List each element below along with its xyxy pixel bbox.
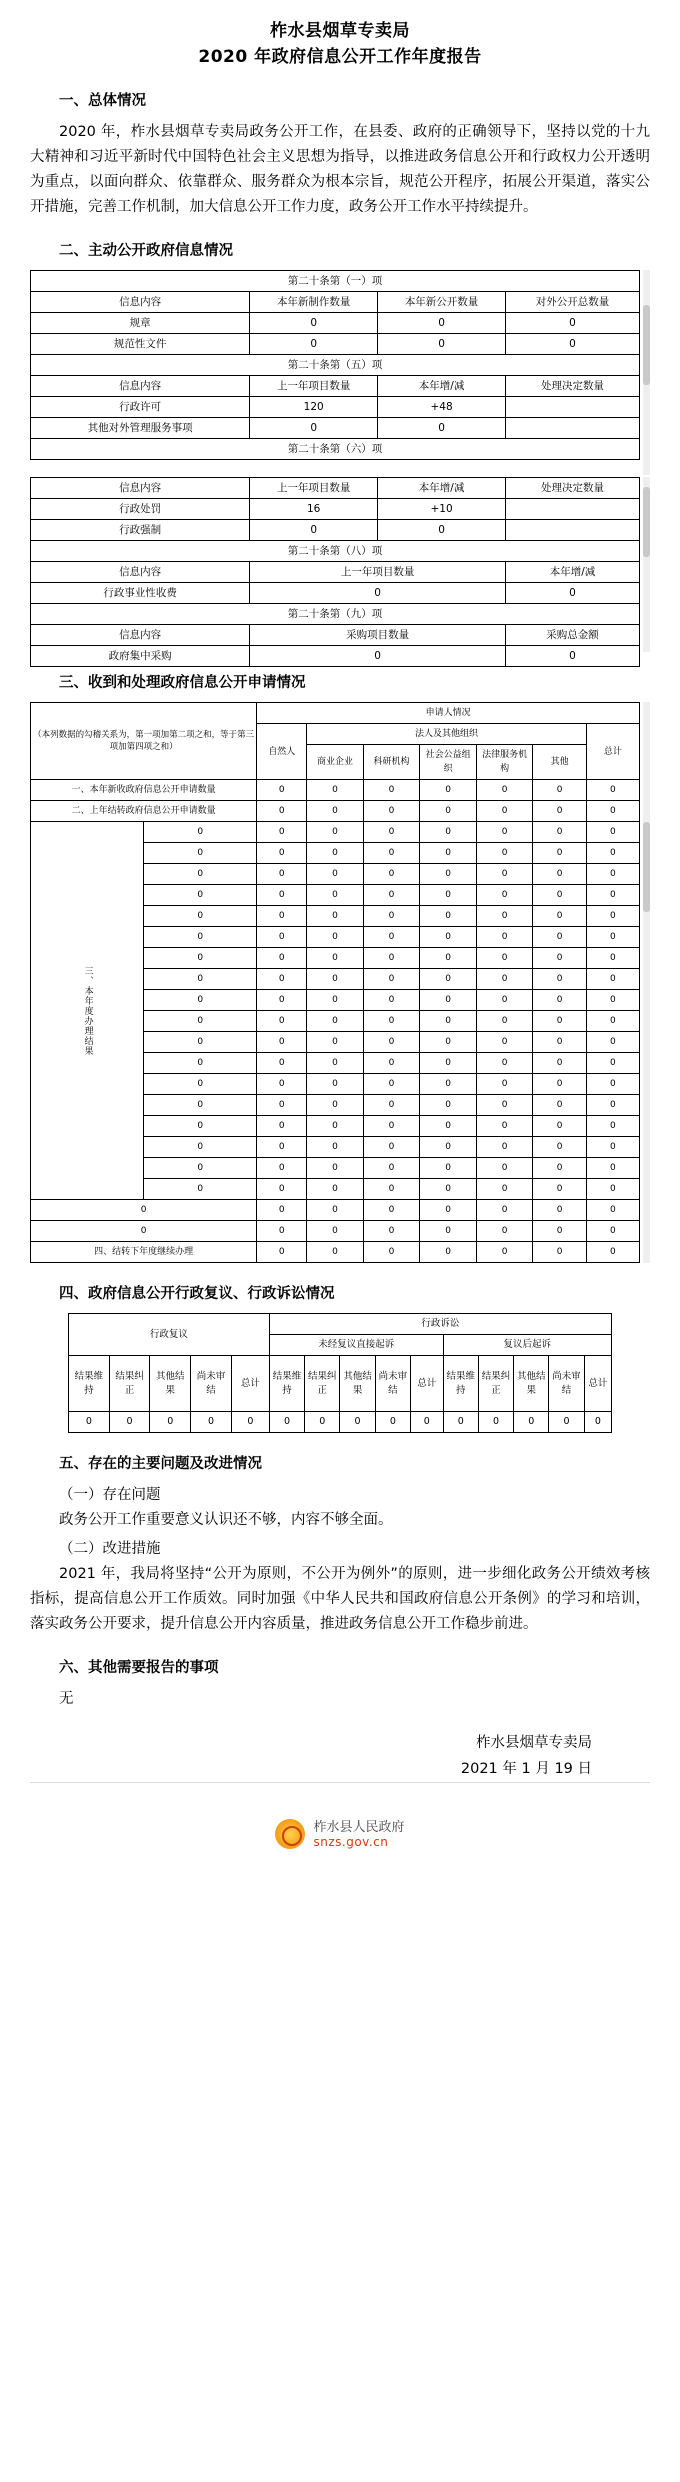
col-header: 上一年项目数量 [250, 478, 378, 499]
table-row: 0 0 0 0 0 0 0 0 [31, 927, 640, 948]
col-header: 处理决定数量 [506, 478, 640, 499]
table-row: 0 0 0 0 0 0 0 0 [31, 1074, 640, 1095]
table-row: 行政事业性收费 0 0 [31, 583, 640, 604]
table-row: 0 0 0 0 0 0 0 0 [31, 1179, 640, 1200]
scrollbar-lower[interactable] [643, 477, 650, 652]
col-header-litigation: 行政诉讼 [269, 1314, 611, 1335]
col-header: 信息内容 [31, 376, 250, 397]
col-header: 其他 [533, 745, 586, 780]
table-row: 0 0 0 0 0 0 0 0 [31, 990, 640, 1011]
scrollbar-thumb-table3[interactable] [643, 822, 650, 912]
scrollbar-thumb-lower[interactable] [643, 487, 650, 557]
block2-title: 第二十条第（五）项 [31, 355, 640, 376]
signature-org: 柞水县烟草专卖局 [476, 1735, 592, 1751]
gov-emblem-icon [275, 1819, 305, 1849]
table-row: 0 0 0 0 0 0 0 0 [31, 864, 640, 885]
col-header: 信息内容 [31, 478, 250, 499]
footer-site-name: 柞水县人民政府 [313, 1819, 405, 1835]
title-line-2: 2020 年政府信息公开工作年度报告 [198, 47, 482, 67]
col-header: 本年新公开数量 [378, 292, 506, 313]
site-footer [30, 1809, 650, 1863]
col-header-applicant: 申请人情况 [257, 703, 640, 724]
table-row: 0 0 0 0 0 0 0 0 [31, 885, 640, 906]
table-header-row [31, 292, 640, 313]
table-header-row [69, 1314, 612, 1335]
table-row: 0 0 0 0 0 0 0 0 [31, 1116, 640, 1137]
table-row: 0 0 0 0 0 0 0 0 [31, 969, 640, 990]
col-header: 上一年项目数量 [250, 562, 506, 583]
table-row: 0 0 0 0 0 0 0 0 [31, 1137, 640, 1158]
table-row [31, 541, 640, 562]
col-header-total: 总计 [586, 724, 639, 780]
table-row [31, 604, 640, 625]
table-row: 0 0 0 0 0 0 0 0 [31, 843, 640, 864]
table-header-row [31, 376, 640, 397]
col-header: 信息内容 [31, 625, 250, 646]
row-group-label: 三、本年度办理结果 [31, 822, 144, 1200]
col-header-admin-review: 行政复议 [69, 1314, 270, 1356]
table-public-info-upper [30, 270, 640, 460]
table-row: 规章 0 0 0 [31, 313, 640, 334]
col-header: 采购项目数量 [250, 625, 506, 646]
title-line-1: 柞水县烟草专卖局 [270, 21, 410, 41]
table-header-row [31, 478, 640, 499]
table-review-litigation [68, 1313, 612, 1433]
table-row: 行政强制 0 0 [31, 520, 640, 541]
col-header: 本年增/减 [378, 478, 506, 499]
table-row: 0 0 0 0 0 0 0 0 [31, 1032, 640, 1053]
table-row: 0 0 0 0 0 0 0 0 [31, 1158, 640, 1179]
table-row: 0 0 0 0 0 0 0 0 [31, 1095, 640, 1116]
table3-pane [30, 702, 650, 1263]
scrollbar-table3[interactable] [643, 702, 650, 1263]
table-row [31, 439, 640, 460]
col-header-natural: 自然人 [257, 724, 307, 780]
table-requests [30, 702, 640, 1263]
col-header-group: 法人及其他组织 [307, 724, 587, 745]
col-header: 科研机构 [363, 745, 420, 780]
table-row: 政府集中采购 0 0 [31, 646, 640, 667]
signature-date: 2021 年 1 月 19 日 [460, 1761, 592, 1777]
scrollbar-upper[interactable] [643, 270, 650, 475]
table-row: 行政处罚 16 +10 [31, 499, 640, 520]
col-header: 上一年项目数量 [250, 376, 378, 397]
table-header-row [31, 703, 640, 724]
section-6-paragraph: 无 [59, 1691, 74, 1707]
section-5-heading: 五、存在的主要问题及改进情况 [59, 1456, 262, 1472]
col-header: 商业企业 [307, 745, 364, 780]
table-row: 二、上年结转政府信息公开申请数量 0 0 0 0 0 0 0 [31, 801, 640, 822]
footer-divider [30, 1782, 650, 1783]
col-header: 信息内容 [31, 292, 250, 313]
corner-note: （本列数据的勾稽关系为，第一项加第二项之和，等于第三项加第四项之和） [31, 703, 257, 780]
table-row: 0 0 0 0 0 0 0 0 [31, 1221, 640, 1242]
table-row: 规范性文件 0 0 0 [31, 334, 640, 355]
section-5-paragraph-1: 政务公开工作重要意义认识还不够，内容不够全面。 [59, 1512, 393, 1528]
table-header-row [31, 562, 640, 583]
table-row: 三、本年度办理结果 0 0 0 0 0 0 0 0 [31, 822, 640, 843]
table-row: 0 0 0 0 0 0 0 0 [31, 906, 640, 927]
col-header: 信息内容 [31, 562, 250, 583]
table-row: 0 0 0 0 0 0 0 0 [31, 948, 640, 969]
table-row: 一、本年新收政府信息公开申请数量 0 0 0 0 0 0 0 [31, 780, 640, 801]
table-row [31, 271, 640, 292]
table-row: 0 0 0 0 0 0 0 0 [31, 1053, 640, 1074]
col-header: 社会公益组织 [420, 745, 477, 780]
section-5-paragraph-2: 2021 年，我局将坚持“公开为原则，不公开为例外”的原则，进一步细化政务公开绩效考核指标，提高信息公开工作质效。同时加强《中华人民共和国政府信息公开条例》的学习和培训，落实政务公开要求，提升信息公开内容质量，推进政务信息公开工作稳步前进。 [30, 1566, 650, 1632]
footer-domain[interactable]: snzs.gov.cn [313, 1834, 389, 1849]
table4-wrap [30, 1313, 650, 1433]
section-1-paragraph: 2020 年，柞水县烟草专卖局政务公开工作，在县委、政府的正确领导下，坚持以党的十九大精神和习近平新时代中国特色社会主义思想为指导，以推进政务信息公开和行政权力公开透明为重点，以面向群众、依靠群众、服务群众为根本宗旨，规范公开程序，拓展公开渠道，落实公开措施，完善工作机制，加大信息公开工作力度，政务公开工作水平持续提升。 [30, 124, 650, 215]
table-header-row: 结果维持 结果纠正 其他结果 尚未审结 总计 结果维持 结果纠正 其他结果 尚未审结 总计 结果维持 结果纠正 其他结果 尚未审结 总计 [69, 1356, 612, 1412]
signature-block [30, 1730, 650, 1782]
section-6-heading: 六、其他需要报告的事项 [59, 1660, 219, 1676]
col-header: 本年增/减 [506, 562, 640, 583]
col-header: 本年增/减 [378, 376, 506, 397]
section-4-heading: 四、政府信息公开行政复议、行政诉讼情况 [59, 1286, 335, 1302]
section-1-heading: 一、总体情况 [59, 93, 146, 109]
section-3-heading: 三、收到和处理政府信息公开申请情况 [59, 675, 306, 691]
col-header: 对外公开总数量 [506, 292, 640, 313]
block3-title: 第二十条第（六）项 [31, 439, 640, 460]
scrollbar-thumb-upper[interactable] [643, 305, 650, 385]
block1-title: 第二十条第（一）项 [31, 271, 640, 292]
table-row [31, 355, 640, 376]
table2-pane-upper [30, 270, 650, 475]
col-header: 本年新制作数量 [250, 292, 378, 313]
col-header-post-review-suit: 复议后起诉 [443, 1335, 611, 1356]
col-header: 法律服务机构 [476, 745, 533, 780]
section-5-sub-2: （二）改进措施 [59, 1541, 161, 1557]
block5-title: 第二十条第（九）项 [31, 604, 640, 625]
page-title [30, 18, 650, 70]
table-header-row [31, 625, 640, 646]
table-public-info-lower [30, 477, 640, 667]
table-row: 行政许可 120 +48 [31, 397, 640, 418]
table-row: 0 0 0 0 0 0 0 0 [31, 1200, 640, 1221]
col-header: 采购总金额 [506, 625, 640, 646]
table-row: 其他对外管理服务事项 0 0 [31, 418, 640, 439]
section-2-heading: 二、主动公开政府信息情况 [59, 243, 233, 259]
section-5-sub-1: （一）存在问题 [59, 1487, 161, 1503]
table-row: 0 0 0 0 0 0 0 0 [31, 1011, 640, 1032]
table-row: 四、结转下年度继续办理 0 0 0 0 0 0 0 [31, 1242, 640, 1263]
table2-pane-lower [30, 477, 650, 662]
table-row: 0 0 0 0 0 0 0 0 0 0 0 0 0 0 0 [69, 1412, 612, 1433]
block4-title: 第二十条第（八）项 [31, 541, 640, 562]
col-header: 处理决定数量 [506, 376, 640, 397]
col-header-direct-suit: 未经复议直接起诉 [269, 1335, 443, 1356]
